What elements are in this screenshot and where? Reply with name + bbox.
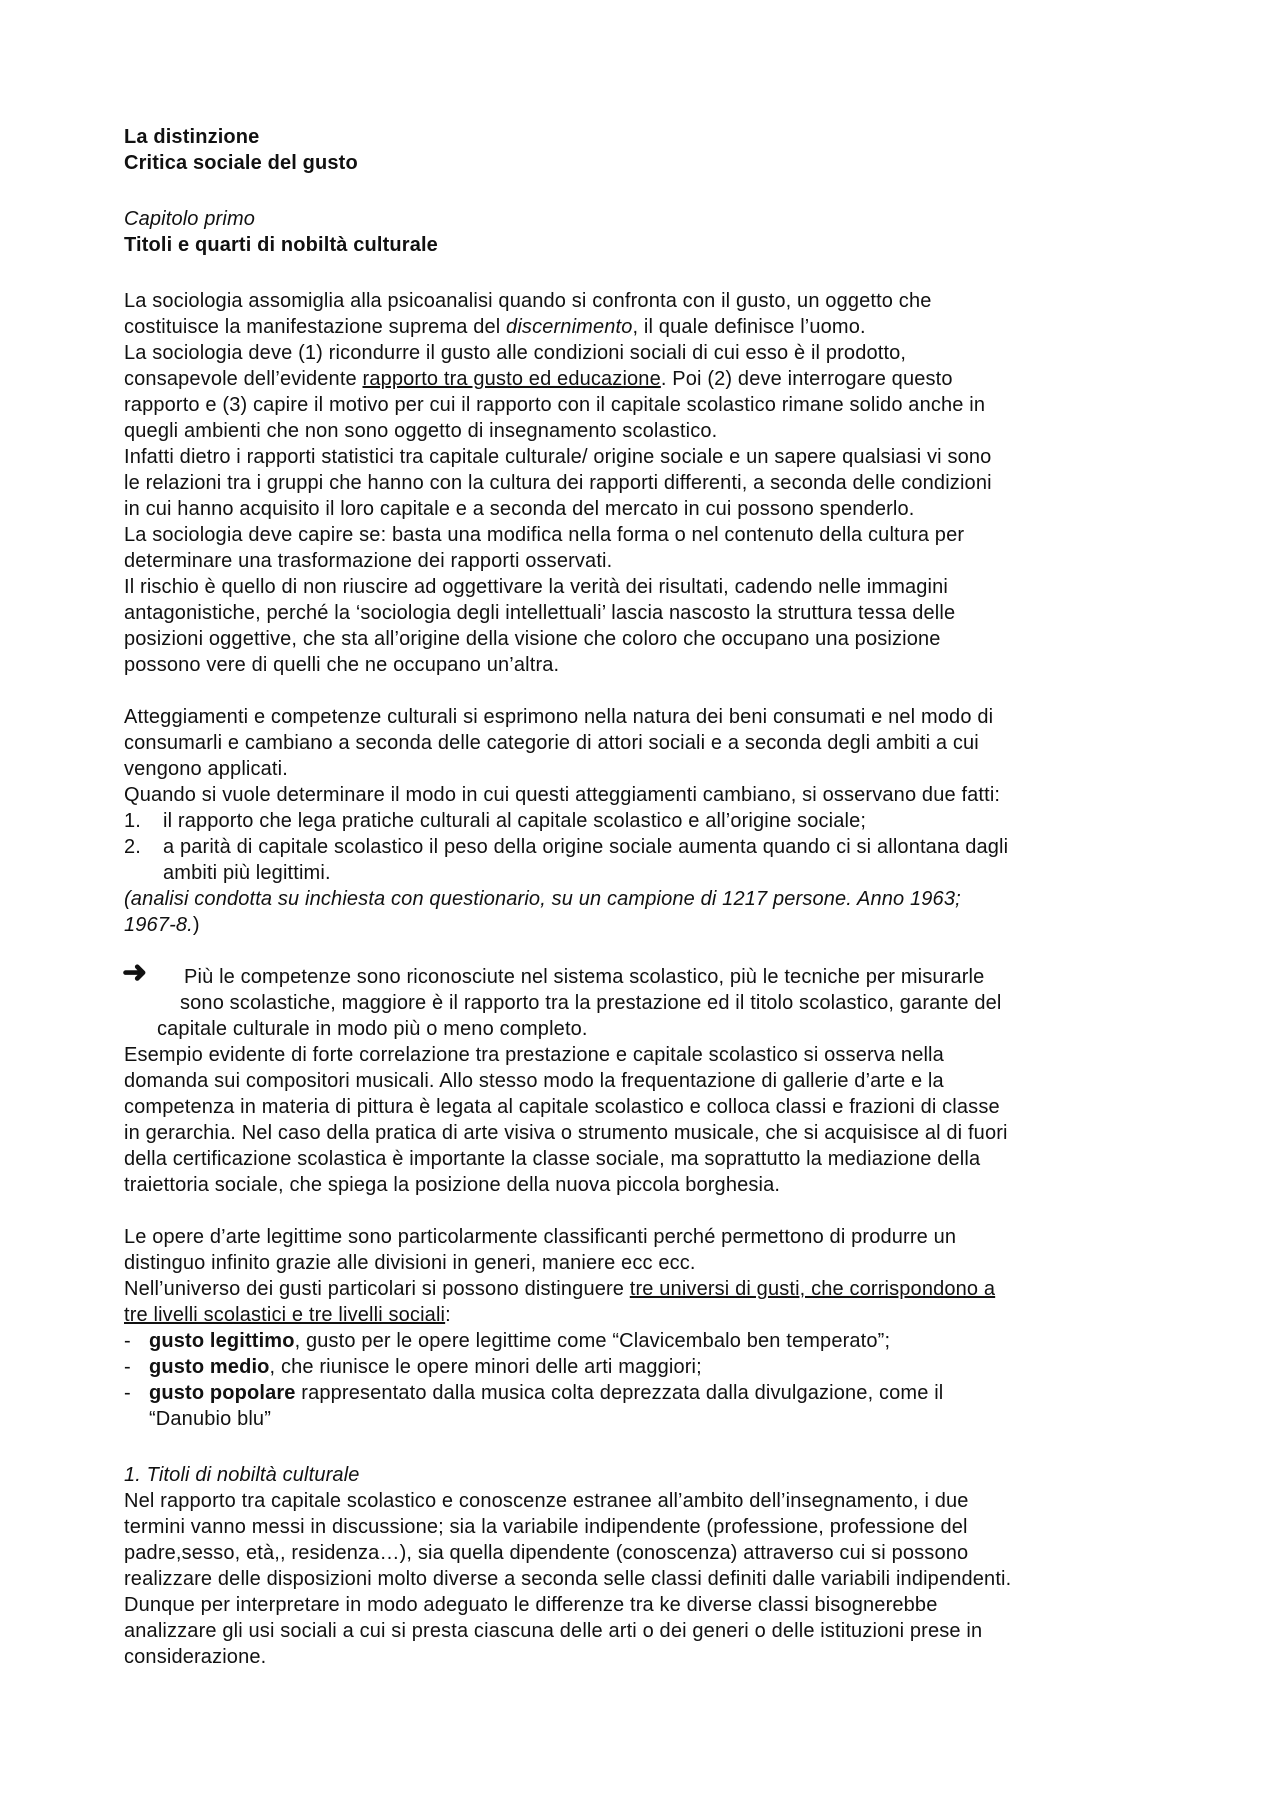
text-segment: traiettoria sociale, che spiega la posizione della nuova piccola borghesia. xyxy=(124,1174,781,1196)
text-line xyxy=(124,1462,1184,1488)
text-line xyxy=(124,1566,1184,1592)
text-line xyxy=(124,1172,1184,1198)
text-segment: costituisce la manifestazione suprema del xyxy=(124,316,507,338)
bold-text: Titoli e quarti di nobiltà culturale xyxy=(124,234,438,256)
text-segment: competenza in materia di pittura è legata al capitale scolastico e colloca classi e frazioni di classe xyxy=(124,1096,1000,1118)
paragraph-spacer xyxy=(124,938,1184,964)
underlined-text: tre universi di gusti, che corrispondono a xyxy=(629,1278,996,1300)
text-segment: Le opere d’arte legittime sono particolarmente classificanti perché permettono di produrre un xyxy=(124,1226,957,1248)
italic-text: Capitolo primo xyxy=(124,208,256,230)
text-segment: La sociologia deve (1) ricondurre il gusto alle condizioni sociali di cui esso è il prodotto, xyxy=(124,342,907,364)
text-line xyxy=(124,1514,1184,1540)
bold-text: La distinzione xyxy=(124,126,260,148)
text-line xyxy=(124,834,1184,860)
text-line xyxy=(124,730,1184,756)
text-line xyxy=(124,626,1184,652)
text-segment: , che riunisce le opere minori delle arti maggiori; xyxy=(269,1356,702,1378)
text-segment: vengono applicati. xyxy=(124,758,288,780)
paragraph-spacer xyxy=(124,176,1184,206)
text-line xyxy=(124,1068,1184,1094)
text-segment: , gusto per le opere legittime come “Clavicembalo ben temperato”; xyxy=(294,1330,891,1352)
bullet-dash: - xyxy=(124,1330,131,1352)
text-segment: della certificazione scolastica è importante la classe sociale, ma soprattutto la mediazione della xyxy=(124,1148,981,1170)
text-segment: distinguo infinito grazie alle divisioni in generi, maniere ecc ecc. xyxy=(124,1252,696,1274)
text-line xyxy=(124,1488,1184,1514)
text-segment: La sociologia deve capire se: basta una modifica nella forma o nel contenuto della cultura per xyxy=(124,524,965,546)
text-segment: Nel rapporto tra capitale scolastico e conoscenze estranee all’ambito dell’insegnamento, i due xyxy=(124,1490,969,1512)
text-line xyxy=(124,860,1184,886)
bold-text: gusto popolare xyxy=(149,1382,296,1404)
text-line xyxy=(124,444,1184,470)
arrow-right-icon: ➜ xyxy=(122,956,148,989)
text-segment: in cui hanno acquisito il loro capitale e a seconda del mercato in cui possono spenderlo. xyxy=(124,498,915,520)
text-segment: Dunque per interpretare in modo adeguato le differenze tra ke diverse classi bisognerebbe xyxy=(124,1594,938,1616)
text-segment: sono scolastiche, maggiore è il rapporto tra la prestazione ed il titolo scolastico, garante del xyxy=(180,992,1002,1014)
text-line xyxy=(124,990,1184,1016)
list-number: 2. xyxy=(124,836,141,858)
text-line xyxy=(124,1354,1184,1380)
italic-text: discernimento xyxy=(506,316,633,338)
text-segment: Più le competenze sono riconosciute nel sistema scolastico, più le tecniche per misurarle xyxy=(184,966,985,988)
text-segment: le relazioni tra i gruppi che hanno con la cultura dei rapporti differenti, a seconda delle condizioni xyxy=(124,472,992,494)
paragraph-spacer xyxy=(124,258,1184,288)
text-line xyxy=(124,1276,1184,1302)
italic-text: (analisi condotta su inchiesta con questionario, su un campione di 1217 persone. Anno 1963; xyxy=(124,888,961,910)
text-segment: : xyxy=(445,1304,451,1326)
text-line xyxy=(124,232,1184,258)
text-segment: domanda sui compositori musicali. Allo stesso modo la frequentazione di gallerie d’arte e la xyxy=(124,1070,944,1092)
text-line xyxy=(124,418,1184,444)
text-segment: possono vere di quelli che ne occupano un’altra. xyxy=(124,654,560,676)
text-segment: in gerarchia. Nel caso della pratica di arte visiva o strumento musicale, che si acquisisce al di fuori xyxy=(124,1122,1008,1144)
text-segment: ) xyxy=(192,914,200,936)
text-line xyxy=(124,1224,1184,1250)
text-line xyxy=(124,756,1184,782)
bold-text: gusto medio xyxy=(149,1356,270,1378)
text-line xyxy=(124,206,1184,232)
bullet-dash: - xyxy=(124,1356,131,1378)
text-line xyxy=(122,956,1184,990)
text-line xyxy=(124,1328,1184,1354)
text-segment: quegli ambienti che non sono oggetto di insegnamento scolastico. xyxy=(124,420,718,442)
list-number: 1. xyxy=(124,810,141,832)
text-line xyxy=(124,1094,1184,1120)
text-line xyxy=(124,1644,1184,1670)
text-line xyxy=(124,366,1184,392)
text-segment: capitale culturale in modo più o meno completo. xyxy=(157,1018,588,1040)
text-line xyxy=(124,522,1184,548)
text-line xyxy=(124,704,1184,730)
text-line xyxy=(124,1302,1184,1328)
text-line xyxy=(124,124,1184,150)
text-segment: . Poi (2) deve interrogare questo xyxy=(660,368,953,390)
text-line xyxy=(124,652,1184,678)
text-segment: “Danubio blu” xyxy=(149,1408,272,1430)
bullet-dash: - xyxy=(124,1382,131,1404)
text-segment: considerazione. xyxy=(124,1646,267,1668)
text-segment: a parità di capitale scolastico il peso della origine sociale aumenta quando ci si allontana dagli xyxy=(163,836,1009,858)
italic-text: 1. Titoli di nobiltà culturale xyxy=(124,1464,360,1486)
underlined-text: tre livelli scolastici e tre livelli sociali xyxy=(124,1304,446,1326)
text-line xyxy=(124,808,1184,834)
text-line xyxy=(124,912,1184,938)
text-segment: , il quale definisce l’uomo. xyxy=(632,316,866,338)
text-segment: Atteggiamenti e competenze culturali si esprimono nella natura dei beni consumati e nel modo di xyxy=(124,706,994,728)
text-line xyxy=(124,1042,1184,1068)
text-line xyxy=(124,1592,1184,1618)
text-segment: ambiti più legittimi. xyxy=(163,862,331,884)
text-line xyxy=(124,496,1184,522)
text-line xyxy=(124,574,1184,600)
text-line xyxy=(124,288,1184,314)
text-segment: padre,sesso, età,, residenza…), sia quella dipendente (conoscenza) attraverso cui si possono xyxy=(124,1542,969,1564)
text-line xyxy=(124,314,1184,340)
text-line xyxy=(124,1146,1184,1172)
text-segment: La sociologia assomiglia alla psicoanalisi quando si confronta con il gusto, un oggetto che xyxy=(124,290,932,312)
text-line xyxy=(124,150,1184,176)
text-segment: Il rischio è quello di non riuscire ad oggettivare la verità dei risultati, cadendo nelle immagini xyxy=(124,576,949,598)
text-segment: il rapporto che lega pratiche culturali al capitale scolastico e all’origine sociale; xyxy=(163,810,867,832)
text-segment: realizzare delle disposizioni molto diverse a seconda selle classi definiti dalle variabili indipendenti. xyxy=(124,1568,1012,1590)
text-segment: rappresentato dalla musica colta deprezzata dalla divulgazione, come il xyxy=(295,1382,944,1404)
text-segment: determinare una trasformazione dei rapporti osservati. xyxy=(124,550,613,572)
text-line xyxy=(124,1380,1184,1406)
text-line xyxy=(124,470,1184,496)
text-line xyxy=(124,1406,1184,1432)
text-segment: Quando si vuole determinare il modo in cui questi atteggiamenti cambiano, si osservano due fatti: xyxy=(124,784,1001,806)
text-line xyxy=(124,340,1184,366)
text-line xyxy=(124,392,1184,418)
italic-text: 1967-8. xyxy=(124,914,193,936)
text-segment: Nell’universo dei gusti particolari si possono distinguere xyxy=(124,1278,630,1300)
text-line xyxy=(124,548,1184,574)
text-segment: Esempio evidente di forte correlazione tra prestazione e capitale scolastico si osserva nella xyxy=(124,1044,944,1066)
underlined-text: rapporto tra gusto ed educazione xyxy=(362,368,661,390)
text-line xyxy=(124,1618,1184,1644)
text-segment: analizzare gli usi sociali a cui si presta ciascuna delle arti o dei generi o delle istituzioni prese in xyxy=(124,1620,983,1642)
text-segment: antagonistiche, perché la ‘sociologia degli intellettuali’ lascia nascosto la struttura tessa delle xyxy=(124,602,956,624)
text-segment: consumarli e cambiano a seconda delle categorie di attori sociali e a seconda degli ambiti a cui xyxy=(124,732,979,754)
text-line xyxy=(124,1250,1184,1276)
text-line xyxy=(124,886,1184,912)
text-line xyxy=(124,1540,1184,1566)
bold-text: gusto legittimo xyxy=(149,1330,295,1352)
paragraph-spacer xyxy=(124,1198,1184,1224)
text-segment: consapevole dell’evidente xyxy=(124,368,363,390)
text-segment: rapporto e (3) capire il motivo per cui il rapporto con il capitale scolastico rimane solido anche in xyxy=(124,394,986,416)
text-line xyxy=(124,600,1184,626)
text-segment: termini vanno messi in discussione; sia la variabile indipendente (professione, professione del xyxy=(124,1516,968,1538)
document-page xyxy=(124,124,1184,1670)
text-segment: Infatti dietro i rapporti statistici tra capitale culturale/ origine sociale e un sapere qualsiasi vi sono xyxy=(124,446,992,468)
text-line xyxy=(124,782,1184,808)
text-segment: posizioni oggettive, che sta all’origine della visione che coloro che occupano una posizione xyxy=(124,628,941,650)
paragraph-spacer xyxy=(124,678,1184,704)
bold-text: Critica sociale del gusto xyxy=(124,152,358,174)
text-line xyxy=(124,1016,1184,1042)
paragraph-spacer xyxy=(124,1432,1184,1462)
text-line xyxy=(124,1120,1184,1146)
